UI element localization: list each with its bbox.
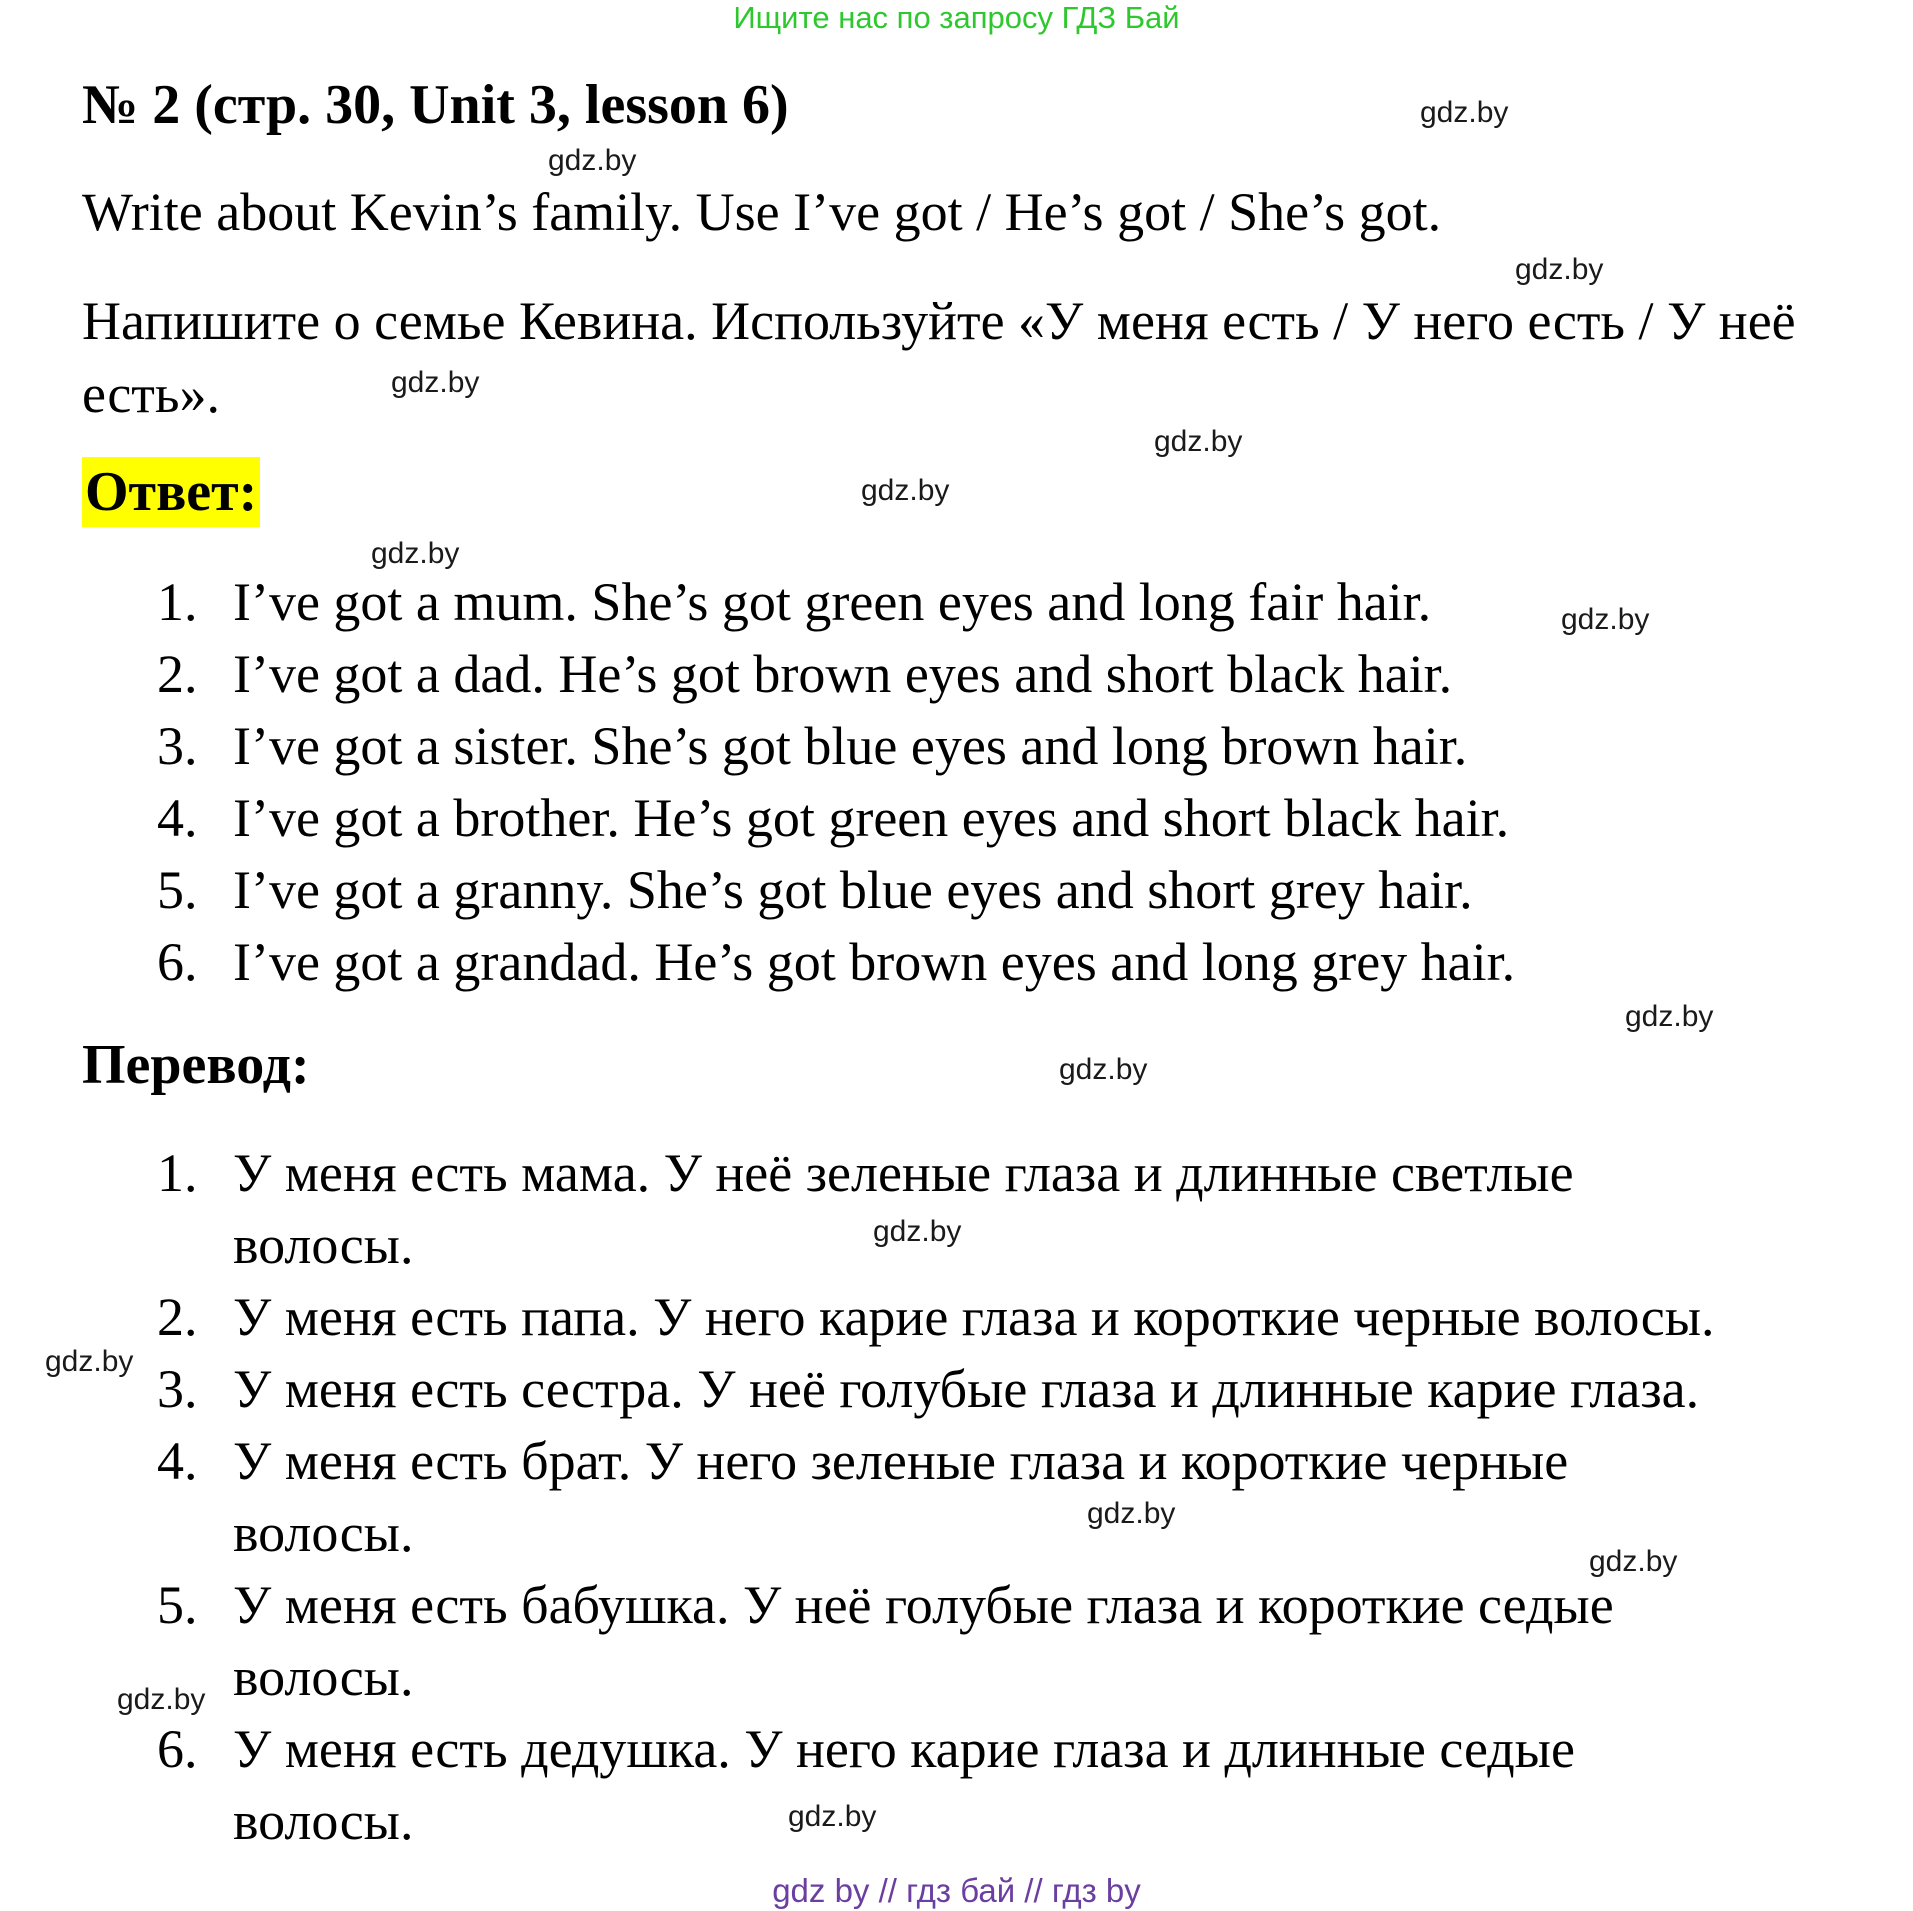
translation-number: 1.	[157, 1143, 198, 1203]
watermark: gdz.by	[548, 144, 637, 177]
translation-item-line: волосы.	[233, 1791, 414, 1851]
translation-number: 3.	[157, 1359, 198, 1419]
watermark: gdz.by	[45, 1345, 134, 1378]
watermark: gdz.by	[1515, 253, 1604, 286]
watermark: gdz.by	[1087, 1497, 1176, 1530]
translation-item-line: У меня есть бабушка. У неё голубые глаза и короткие седые	[233, 1575, 1614, 1635]
translation-number: 5.	[157, 1575, 198, 1635]
watermark: gdz.by	[117, 1683, 206, 1716]
watermark: gdz.by	[1561, 603, 1650, 636]
watermark: gdz.by	[788, 1800, 877, 1833]
translation-number: 2.	[157, 1287, 198, 1347]
watermark: gdz.by	[371, 537, 460, 570]
answer-label: Ответ:	[82, 457, 260, 527]
translation-item-line: волосы.	[233, 1503, 414, 1563]
watermark: gdz.by	[391, 366, 480, 399]
instruction-russian: Напишите о семье Кевина. Используйте «У меня есть / У него есть / У неё есть».	[82, 291, 1796, 424]
translation-item-line: У меня есть мама. У неё зеленые глаза и длинные светлые	[233, 1143, 1574, 1203]
watermark: gdz.by	[1625, 1000, 1714, 1033]
answer-item: I’ve got a dad. He’s got brown eyes and short black hair.	[233, 644, 1453, 704]
top-banner: Ищите нас по запросу ГДЗ Бай	[733, 0, 1180, 35]
answer-number: 2.	[157, 644, 198, 704]
translation-item-line: волосы.	[233, 1647, 414, 1707]
translation-number: 6.	[157, 1719, 198, 1779]
watermark: gdz.by	[1154, 425, 1243, 458]
watermark: gdz.by	[861, 474, 950, 507]
answer-item: I’ve got a brother. He’s got green eyes and short black hair.	[233, 788, 1510, 848]
watermark: gdz.by	[873, 1215, 962, 1248]
translation-item-line: У меня есть дедушка. У него карие глаза и длинные седые	[233, 1719, 1575, 1779]
answer-number: 5.	[157, 860, 198, 920]
answer-item: I’ve got a granny. She’s got blue eyes and short grey hair.	[233, 860, 1473, 920]
answer-number: 6.	[157, 932, 198, 992]
instruction-english: Write about Kevin’s family. Use I’ve got / He’s got / She’s got.	[82, 182, 1442, 242]
answer-number: 1.	[157, 572, 198, 632]
translation-number: 4.	[157, 1431, 198, 1491]
answer-item: I’ve got a grandad. He’s got brown eyes and long grey hair.	[233, 932, 1516, 992]
footer-links: gdz by // гдз бай // гдз by	[772, 1872, 1141, 1909]
translation-item-line: У меня есть брат. У него зеленые глаза и короткие черные	[233, 1431, 1569, 1491]
watermark: gdz.by	[1420, 96, 1509, 129]
answer-item: I’ve got a sister. She’s got blue eyes and long brown hair.	[233, 716, 1468, 776]
translation-label: Перевод:	[82, 1034, 310, 1096]
watermark: gdz.by	[1589, 1545, 1678, 1578]
watermark: gdz.by	[1059, 1053, 1148, 1086]
answer-item: I’ve got a mum. She’s got green eyes and long fair hair.	[233, 572, 1432, 632]
translation-item-line: У меня есть сестра. У неё голубые глаза и длинные карие глаза.	[233, 1359, 1700, 1419]
answer-number: 3.	[157, 716, 198, 776]
answer-number: 4.	[157, 788, 198, 848]
translation-item-line: волосы.	[233, 1215, 414, 1275]
translation-item-line: У меня есть папа. У него карие глаза и короткие черные волосы.	[233, 1287, 1715, 1347]
task-title: № 2 (стр. 30, Unit 3, lesson 6)	[82, 74, 789, 136]
